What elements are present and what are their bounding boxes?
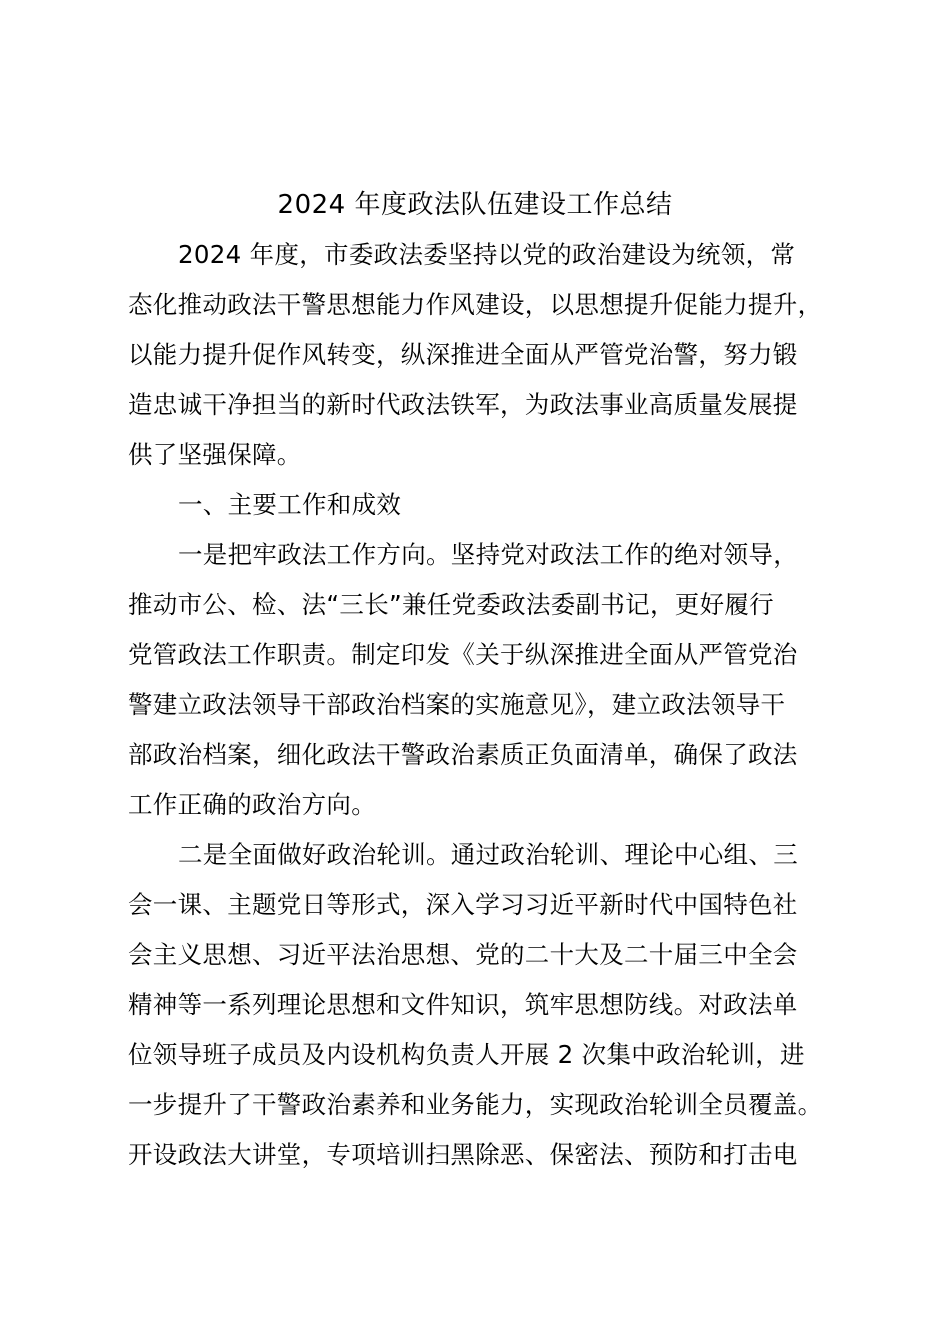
document-title: 2024 年度政法队伍建设工作总结 [277,190,673,220]
section-heading: 一、主要工作和成效 [178,490,402,519]
paragraph-intro-line-5: 供了坚强保障。 [128,440,302,469]
paragraph-intro-line-2: 态化推动政法干警思想能力作风建设，以思想提升促能力提升， [128,290,823,319]
paragraph-2-line-4: 精神等一系列理论思想和文件知识，筑牢思想防线。对政法单 [128,990,798,1019]
paragraph-1-line-5: 部政治档案，细化政法干警政治素质正负面清单，确保了政法 [128,740,798,769]
paragraph-1-line-3: 党管政法工作职责。制定印发《关于纵深推进全面从严管党治 [128,640,798,669]
paragraph-1-line-2: 推动市公、检、法“三长”兼任党委政法委副书记，更好履行 [128,590,774,619]
paragraph-1-line-1: 一是把牢政法工作方向。坚持党对政法工作的绝对领导， [178,540,798,569]
paragraph-2-line-5: 位领导班子成员及内设机构负责人开展 2 次集中政治轮训，进 [128,1040,805,1069]
paragraph-2-line-6: 一步提升了干警政治素养和业务能力，实现政治轮训全员覆盖。 [128,1090,823,1119]
paragraph-intro-line-1: 2024 年度，市委政法委坚持以党的政治建设为统领，常 [178,240,796,269]
paragraph-2-line-1: 二是全面做好政治轮训。通过政治轮训、理论中心组、三 [178,840,798,869]
paragraph-1-line-6: 工作正确的政治方向。 [128,790,376,819]
paragraph-2-line-7: 开设政法大讲堂，专项培训扫黑除恶、保密法、预防和打击电 [128,1140,798,1169]
paragraph-1-line-4: 警建立政法领导干部政治档案的实施意见》，建立政法领导干 [128,690,786,719]
paragraph-2-line-3: 会主义思想、习近平法治思想、党的二十大及二十届三中全会 [128,940,798,969]
paragraph-intro-line-3: 以能力提升促作风转变，纵深推进全面从严管党治警，努力锻 [128,340,798,369]
paragraph-2-line-2: 会一课、主题党日等形式，深入学习习近平新时代中国特色社 [128,890,798,919]
paragraph-intro-line-4: 造忠诚干净担当的新时代政法铁军，为政法事业高质量发展提 [128,390,798,419]
